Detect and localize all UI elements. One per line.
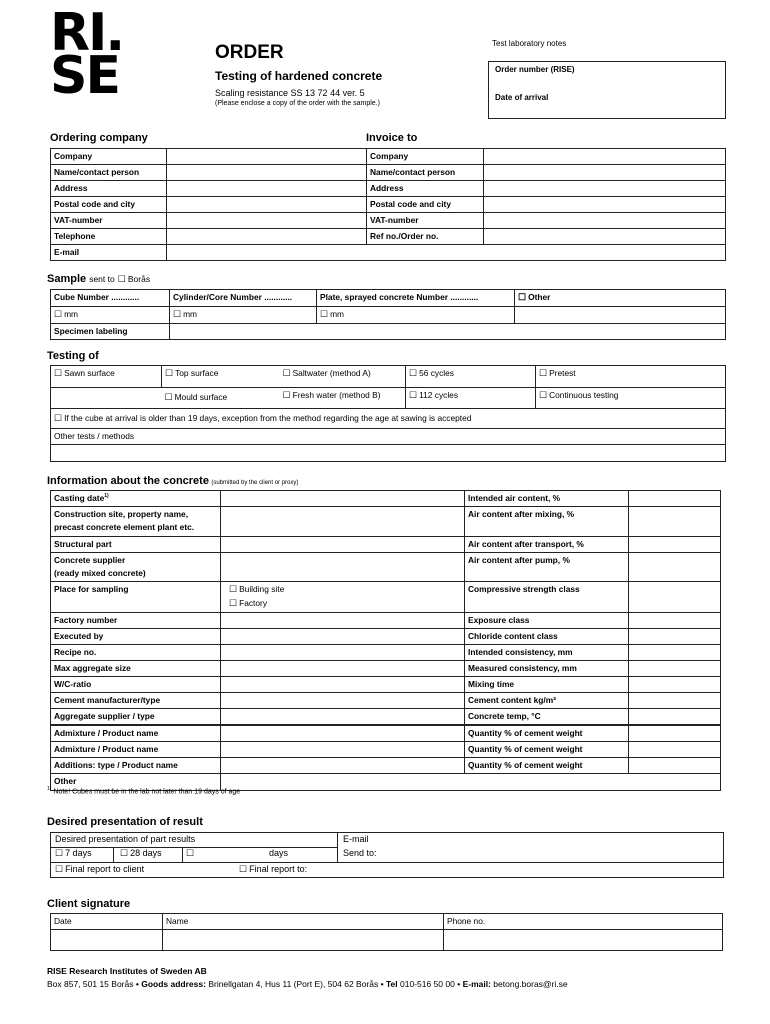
method-reference: Scaling resistance SS 13 72 44 ver. 5: [215, 88, 365, 98]
invoice-postal-label: Postal code and city: [367, 197, 484, 213]
days7-checkbox[interactable]: ☐: [55, 848, 64, 858]
pretest-cell[interactable]: [536, 366, 726, 388]
construction-site-label: [51, 507, 221, 537]
footnote-text: Note! Cubes must be in the lab not later than 19 days of age: [53, 788, 241, 796]
signature-name-label: Name: [163, 914, 444, 930]
concrete-supplier-line1: Concrete supplier: [54, 555, 126, 566]
ordering-postal-label: Postal code and city: [51, 197, 167, 213]
footnote-mark: 1): [47, 786, 52, 792]
factory-label: Factory: [239, 598, 268, 608]
other-info-label: Other: [51, 774, 221, 791]
concrete-supplier-field[interactable]: [221, 553, 465, 582]
quantity1-label: Quantity % of cement weight: [465, 725, 629, 742]
signature-phone-label: Phone no.: [444, 914, 723, 930]
ordering-telephone-field[interactable]: [167, 229, 367, 245]
footer-email-label: E-mail:: [462, 979, 491, 989]
factory-number-field[interactable]: [221, 612, 465, 628]
air-transport-label: Air content after transport, %: [465, 537, 629, 553]
custom-days-label: days: [269, 848, 289, 858]
sent-to-label: sent to: [89, 274, 115, 284]
ordering-invoice-table: [50, 148, 726, 261]
wc-ratio-field[interactable]: [221, 677, 465, 693]
air-transport-field[interactable]: [629, 537, 721, 553]
invoice-vat-field[interactable]: [484, 213, 726, 229]
days7-label: 7 days: [65, 848, 92, 858]
recipe-field[interactable]: [221, 644, 465, 660]
additions-label: Additions: type / Product name: [51, 758, 221, 774]
place-sampling-label: Place for sampling: [51, 582, 221, 613]
footer-company: RISE Research Institutes of Sweden AB: [47, 966, 207, 976]
other-tests-field[interactable]: [51, 445, 726, 462]
invoice-contact-field[interactable]: [484, 165, 726, 181]
top-surface-label: Top surface: [175, 368, 219, 378]
top-surface-checkbox[interactable]: ☐: [165, 368, 174, 378]
casting-date-footnote-ref: 1): [104, 493, 109, 500]
invoice-vat-label: VAT-number: [367, 213, 484, 229]
ordering-email-field[interactable]: [167, 245, 726, 261]
ordering-company-field[interactable]: [167, 149, 367, 165]
ordering-company-label: Company: [51, 149, 167, 165]
cycles112-cell[interactable]: [406, 388, 536, 409]
days-divider1: [113, 848, 114, 862]
cycles112-label: 112 cycles: [419, 390, 459, 400]
footer-bullet-2: •: [380, 979, 384, 989]
pretest-checkbox[interactable]: ☐: [539, 368, 548, 378]
casting-date-field[interactable]: [221, 491, 465, 507]
construction-site-line2: precast concrete element plant etc.: [54, 522, 195, 533]
signature-title: Client signature: [47, 898, 131, 910]
other-mm-cell[interactable]: [515, 306, 726, 323]
intended-air-field[interactable]: [629, 491, 721, 507]
invoice-address-field[interactable]: [484, 181, 726, 197]
continuous-label: Continuous testing: [549, 390, 619, 400]
sawn-surface-cell[interactable]: [51, 366, 162, 388]
footer-goods: Brinellgatan 4, Hus 11 (Port E), 504 62 Borås: [208, 979, 379, 989]
older-cube-label: If the cube at arrival is older than 19 days, exception from the method regarding the age at sawing is accepted: [64, 413, 472, 423]
saltwater-label: Saltwater (method A): [292, 368, 371, 378]
casting-date-label: [51, 491, 221, 507]
order-number-label: Order number (RISE): [495, 65, 575, 74]
intended-air-label: Intended air content, %: [465, 491, 629, 507]
plate-mm-checkbox[interactable]: ☐: [320, 308, 329, 319]
aggregate-supplier-field[interactable]: [221, 709, 465, 726]
days28-label: 28 days: [130, 848, 162, 858]
ordering-email-label: E-mail: [51, 245, 167, 261]
intended-consistency-field[interactable]: [629, 644, 721, 660]
plate-mm-cell[interactable]: [317, 306, 515, 323]
air-pump-label: Air content after pump, %: [465, 553, 629, 582]
ordering-vat-field[interactable]: [167, 213, 367, 229]
measured-consistency-label: Measured consistency, mm: [465, 660, 629, 676]
other-sample-cell[interactable]: [515, 290, 726, 307]
invoice-to-title: Invoice to: [366, 132, 418, 144]
cube-mm-cell[interactable]: [51, 306, 170, 323]
final-to-checkbox[interactable]: ☐: [239, 864, 248, 874]
final-client-checkbox[interactable]: ☐: [55, 864, 64, 874]
other-tests-label: Other tests / methods: [51, 429, 726, 445]
mould-surface-label: Mould surface: [174, 392, 228, 402]
executed-by-label: Executed by: [51, 628, 221, 644]
saltwater-checkbox[interactable]: ☐: [282, 368, 291, 378]
other-checkbox[interactable]: ☐: [518, 292, 527, 302]
footer-bullet-3: •: [457, 979, 461, 989]
cement-manufacturer-label: Cement manufacturer/type: [51, 693, 221, 709]
custom-days-checkbox[interactable]: ☐: [186, 848, 195, 858]
specimen-labeling-label: Specimen labeling: [51, 323, 170, 339]
max-aggregate-label: Max aggregate size: [51, 660, 221, 676]
building-site-option[interactable]: [229, 583, 461, 597]
pretest-label: Pretest: [549, 368, 576, 378]
ordering-contact-field[interactable]: [167, 165, 367, 181]
signature-name-field[interactable]: [163, 930, 444, 951]
days28-checkbox[interactable]: ☐: [120, 848, 129, 858]
quantity2-field[interactable]: [629, 742, 721, 758]
mould-surface-checkbox[interactable]: ☐: [164, 392, 173, 402]
invoice-ref-label: Ref no./Order no.: [367, 229, 484, 245]
air-mixing-label: Air content after mixing, %: [465, 507, 629, 537]
cube-mm-label: mm: [64, 308, 79, 319]
quantity3-field[interactable]: [629, 758, 721, 774]
exposure-class-label: Exposure class: [465, 612, 629, 628]
final-client-label: Final report to client: [65, 864, 145, 874]
invoice-ref-field[interactable]: [484, 229, 726, 245]
ordering-contact-label: Name/contact person: [51, 165, 167, 181]
other-label: Other: [528, 292, 551, 302]
invoice-address-label: Address: [367, 181, 484, 197]
place-sampling-options[interactable]: [221, 582, 465, 613]
days28-option[interactable]: [120, 848, 162, 859]
footer-tel-label: Tel: [385, 979, 398, 989]
plate-number-label: Plate, sprayed concrete Number ............: [317, 290, 515, 307]
ordering-postal-field[interactable]: [167, 197, 367, 213]
recipe-label: Recipe no.: [51, 644, 221, 660]
specimen-labeling-field[interactable]: [170, 323, 726, 339]
measured-consistency-field[interactable]: [629, 660, 721, 676]
enclose-note: (Please enclose a copy of the order with the sample.): [215, 100, 380, 107]
sample-heading: [47, 273, 150, 285]
concrete-title: Information about the concrete: [47, 475, 209, 487]
ordering-address-label: Address: [51, 181, 167, 197]
building-site-label: Building site: [239, 584, 285, 595]
cycles56-label: 56 cycles: [419, 368, 454, 378]
executed-by-field[interactable]: [221, 628, 465, 644]
top-surface-cell[interactable]: [162, 366, 280, 388]
final-to-option[interactable]: [239, 864, 307, 875]
days7-option[interactable]: [55, 848, 92, 859]
fresh-water-cell[interactable]: [280, 388, 406, 409]
footer-bullet-1: •: [135, 979, 139, 989]
invoice-contact-label: Name/contact person: [367, 165, 484, 181]
exposure-class-field[interactable]: [629, 612, 721, 628]
sample-title: Sample: [47, 273, 87, 285]
mixing-time-label: Mixing time: [465, 677, 629, 693]
part-results-label: Desired presentation of part results: [55, 834, 196, 844]
send-to-label: Send to:: [343, 848, 377, 858]
footer-address: [47, 979, 568, 989]
signature-date-field[interactable]: [51, 930, 163, 951]
construction-site-line1: Construction site, property name,: [54, 509, 189, 520]
presentation-vdivider: [337, 833, 338, 862]
cycles56-checkbox[interactable]: ☐: [409, 368, 418, 378]
signature-date-label: Date: [51, 914, 163, 930]
cylinder-number-label: Cylinder/Core Number ............: [170, 290, 317, 307]
quantity2-label: Quantity % of cement weight: [465, 742, 629, 758]
ordering-address-field[interactable]: [167, 181, 367, 197]
sample-table: [50, 289, 726, 340]
ordering-telephone-label: Telephone: [51, 229, 167, 245]
saltwater-cell[interactable]: [280, 366, 406, 388]
cylinder-mm-label: mm: [183, 308, 198, 319]
max-aggregate-field[interactable]: [221, 660, 465, 676]
logo-line-2: SE: [50, 46, 119, 106]
structural-part-label: Structural part: [51, 537, 221, 553]
invoice-postal-field[interactable]: [484, 197, 726, 213]
factory-checkbox[interactable]: ☐: [229, 598, 238, 608]
other-info-field[interactable]: [221, 774, 721, 791]
lab-notes-label: Test laboratory notes: [492, 39, 567, 48]
plate-mm-label: mm: [330, 308, 345, 319]
concrete-heading: [47, 475, 298, 487]
testing-table: [50, 365, 726, 462]
boras-label: Borås: [127, 274, 151, 284]
factory-number-label: Factory number: [51, 612, 221, 628]
admixture2-field[interactable]: [221, 742, 465, 758]
chloride-class-field[interactable]: [629, 628, 721, 644]
chloride-class-label: Chloride content class: [465, 628, 629, 644]
ordering-vat-label: VAT-number: [51, 213, 167, 229]
concrete-table: [50, 490, 721, 791]
cube-number-label: Cube Number ............: [51, 290, 170, 307]
date-of-arrival-label: Date of arrival: [495, 93, 549, 102]
boras-checkbox[interactable]: ☐: [117, 274, 126, 284]
aggregate-supplier-label: Aggregate supplier / type: [51, 709, 221, 726]
continuous-checkbox[interactable]: ☐: [539, 390, 548, 400]
lab-notes-box: [488, 61, 726, 119]
factory-option[interactable]: [229, 597, 461, 611]
footer-goods-label: Goods address:: [141, 979, 206, 989]
footnote: [47, 786, 240, 795]
sawn-surface-label: Sawn surface: [64, 368, 115, 378]
invoice-company-field[interactable]: [484, 149, 726, 165]
cement-content-label: Cement content kg/m³: [465, 693, 629, 709]
mixing-time-field[interactable]: [629, 677, 721, 693]
cycles56-cell[interactable]: [406, 366, 536, 388]
fresh-water-label: Fresh water (method B): [292, 390, 381, 400]
invoice-company-label: Company: [367, 149, 484, 165]
footer-box: Box 857, 501 15 Borås: [47, 979, 134, 989]
concrete-supplier-line2: (ready mixed concrete): [54, 568, 146, 579]
construction-site-field[interactable]: [221, 507, 465, 537]
admixture1-label: Admixture / Product name: [51, 725, 221, 742]
final-client-option[interactable]: [55, 864, 144, 875]
signature-table: [50, 913, 723, 951]
concrete-temp-label: Concrete temp, °C: [465, 709, 629, 726]
cube-mm-checkbox[interactable]: ☐: [54, 308, 63, 319]
testing-title: Testing of: [47, 350, 99, 362]
older-cube-cell[interactable]: [51, 409, 726, 429]
presentation-box: [50, 832, 724, 878]
strength-class-label: Compressive strength class: [465, 582, 629, 613]
building-site-checkbox[interactable]: ☐: [229, 584, 238, 595]
casting-date-text: Casting date: [54, 493, 105, 503]
presentation-title: Desired presentation of result: [47, 816, 203, 828]
admixture2-label: Admixture / Product name: [51, 742, 221, 758]
strength-class-field[interactable]: [629, 582, 721, 613]
mould-surface-cell[interactable]: [162, 388, 280, 409]
footer-tel: 010-516 50 00: [400, 979, 455, 989]
empty-cell: [51, 388, 162, 409]
air-mixing-field[interactable]: [629, 507, 721, 537]
fresh-water-checkbox[interactable]: ☐: [282, 390, 291, 400]
structural-part-field[interactable]: [221, 537, 465, 553]
sawn-surface-checkbox[interactable]: ☐: [54, 368, 63, 378]
cycles112-checkbox[interactable]: ☐: [409, 390, 418, 400]
cylinder-mm-checkbox[interactable]: ☐: [173, 308, 182, 319]
concrete-supplier-label: [51, 553, 221, 582]
days-divider2: [182, 848, 183, 862]
rise-logo: [50, 3, 124, 106]
concrete-subtitle: (submitted by the client or proxy): [211, 480, 299, 486]
concrete-temp-field[interactable]: [629, 709, 721, 726]
continuous-cell[interactable]: [536, 388, 726, 409]
cylinder-mm-cell[interactable]: [170, 306, 317, 323]
older-cube-checkbox[interactable]: ☐: [54, 413, 63, 423]
quantity3-label: Quantity % of cement weight: [465, 758, 629, 774]
page-title: ORDER: [215, 42, 284, 63]
footer-email[interactable]: betong.boras@ri.se: [493, 979, 568, 989]
final-to-label: Final report to:: [249, 864, 308, 874]
additions-field[interactable]: [221, 758, 465, 774]
logo-line-1: RI.: [50, 3, 124, 63]
admixture1-field[interactable]: [221, 725, 465, 742]
presentation-divider: [51, 862, 723, 863]
intended-consistency-label: Intended consistency, mm: [465, 644, 629, 660]
cement-manufacturer-field[interactable]: [221, 693, 465, 709]
air-pump-field[interactable]: [629, 553, 721, 582]
wc-ratio-label: W/C-ratio: [51, 677, 221, 693]
ordering-company-title: Ordering company: [50, 132, 148, 144]
cement-content-field[interactable]: [629, 693, 721, 709]
page-subtitle: Testing of hardened concrete: [215, 69, 383, 83]
email-label: E-mail: [343, 834, 369, 844]
signature-phone-field[interactable]: [444, 930, 723, 951]
quantity1-field[interactable]: [629, 725, 721, 742]
